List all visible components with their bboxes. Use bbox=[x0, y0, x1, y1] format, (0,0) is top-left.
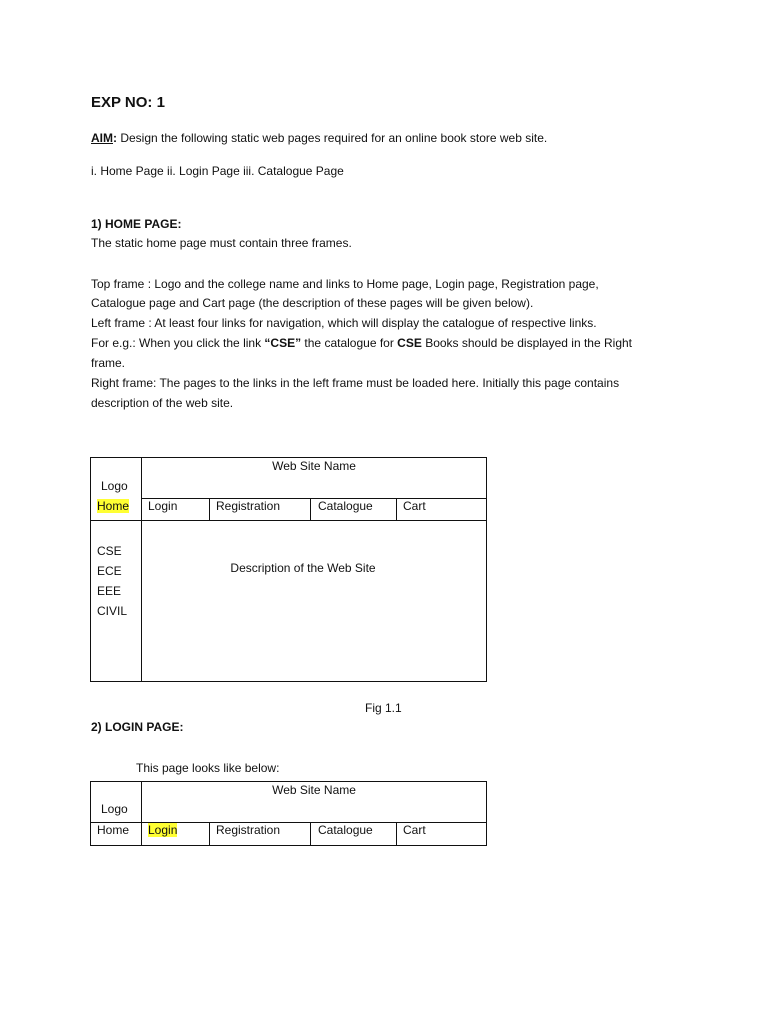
page-title: EXP NO: 1 bbox=[91, 94, 165, 111]
divider bbox=[396, 822, 397, 845]
site-name: Web Site Name bbox=[272, 459, 356, 473]
aim-line: AIM: Design the following static web pages required for an online book store web site. bbox=[91, 131, 548, 145]
divider bbox=[91, 520, 486, 521]
nav-login[interactable]: Login bbox=[148, 499, 178, 513]
top-frame-line-2: Catalogue page and Cart page (the description of these pages will be given below). bbox=[91, 296, 534, 310]
cse-bold: CSE bbox=[397, 336, 422, 350]
divider bbox=[310, 498, 311, 520]
nav-catalogue[interactable]: Catalogue bbox=[318, 499, 373, 513]
nav-login[interactable]: Login bbox=[148, 823, 178, 837]
pages-list: i. Home Page ii. Login Page iii. Catalogue Page bbox=[91, 164, 344, 178]
side-link-cse[interactable]: CSE bbox=[97, 544, 122, 558]
example-line-2: frame. bbox=[91, 356, 126, 370]
left-frame-line: Left frame : At least four links for navigation, which will display the catalogue of respective links. bbox=[91, 316, 597, 330]
divider bbox=[209, 498, 210, 520]
home-page-wireframe bbox=[90, 457, 487, 682]
site-name: Web Site Name bbox=[272, 783, 356, 797]
nav-cart[interactable]: Cart bbox=[403, 499, 426, 513]
aim-text: Design the following static web pages required for an online book store web site. bbox=[117, 131, 548, 145]
figure-caption: Fig 1.1 bbox=[365, 701, 402, 715]
right-frame-line-1: Right frame: The pages to the links in the left frame must be loaded here. Initially this page contains bbox=[91, 376, 620, 390]
cse-quoted: “CSE” bbox=[264, 336, 302, 350]
login-intro: This page looks like below: bbox=[136, 761, 280, 775]
home-intro: The static home page must contain three frames. bbox=[91, 236, 352, 250]
login-page-wireframe bbox=[90, 781, 487, 846]
example-line: For e.g.: When you click the link “CSE” the catalogue for CSE Books should be displayed in the Right bbox=[91, 336, 632, 350]
nav-cart[interactable]: Cart bbox=[403, 823, 426, 837]
side-link-civil[interactable]: CIVIL bbox=[97, 604, 128, 618]
nav-home[interactable]: Home bbox=[97, 823, 130, 837]
divider bbox=[141, 498, 486, 499]
top-frame-line-1: Top frame : Logo and the college name and links to Home page, Login page, Registration page, bbox=[91, 277, 599, 291]
nav-catalogue[interactable]: Catalogue bbox=[318, 823, 373, 837]
nav-home[interactable]: Home bbox=[97, 499, 130, 513]
site-description: Description of the Web Site bbox=[230, 561, 376, 575]
divider bbox=[209, 822, 210, 845]
side-link-ece[interactable]: ECE bbox=[97, 564, 122, 578]
aim-label: AIM bbox=[91, 131, 113, 145]
divider bbox=[396, 498, 397, 520]
nav-registration[interactable]: Registration bbox=[216, 823, 281, 837]
divider bbox=[141, 822, 486, 823]
logo: Logo bbox=[101, 479, 128, 493]
home-heading: 1) HOME PAGE: bbox=[91, 217, 182, 231]
right-frame-line-2: description of the web site. bbox=[91, 396, 234, 410]
logo: Logo bbox=[101, 802, 128, 816]
nav-registration[interactable]: Registration bbox=[216, 499, 281, 513]
login-heading: 2) LOGIN PAGE: bbox=[91, 720, 184, 734]
side-links bbox=[97, 541, 127, 621]
divider bbox=[310, 822, 311, 845]
side-link-eee[interactable]: EEE bbox=[97, 584, 122, 598]
